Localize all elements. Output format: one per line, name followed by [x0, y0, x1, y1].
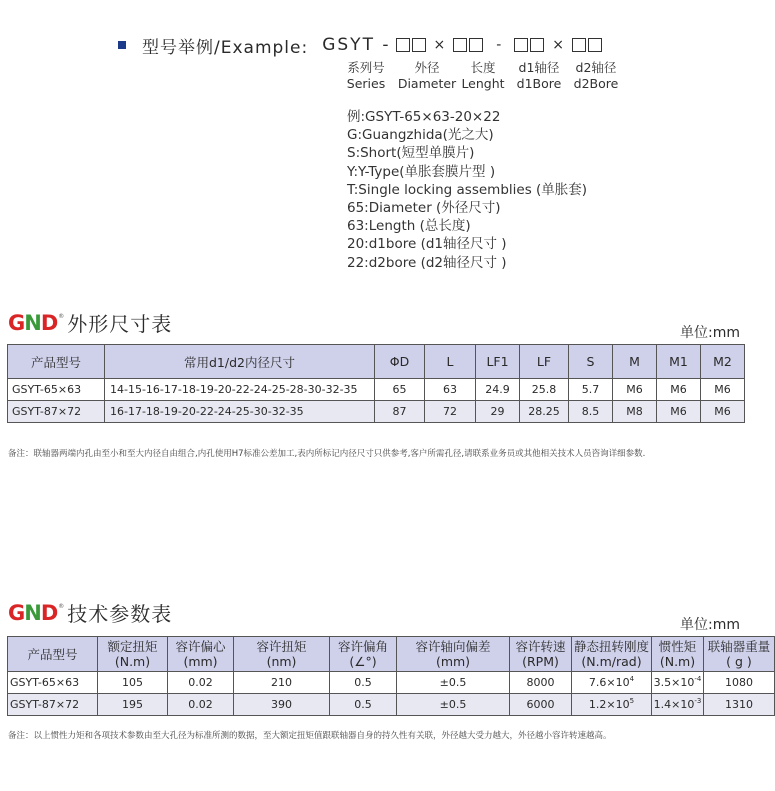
cell-rated-torque: 195 — [98, 694, 168, 716]
header-m2: M2 — [701, 345, 745, 379]
cell-s: 5.7 — [569, 379, 613, 401]
label-diameter: 外径 Diameter — [397, 60, 457, 91]
example-heading-row — [118, 33, 607, 57]
cell-phid: 87 — [375, 401, 425, 423]
cell-axial: ±0.5 — [397, 672, 510, 694]
example-line: 例:GSYT-65×63-20×22 — [347, 109, 501, 125]
example-line: 65:Diameter (外径尺寸) — [347, 200, 501, 217]
header-m: M — [613, 345, 657, 379]
dimensions-section-title — [8, 308, 172, 337]
dimensions-unit: 单位:mm — [680, 325, 740, 341]
example-explanation — [347, 108, 587, 272]
cell-m: M8 — [613, 401, 657, 423]
cell-angle: 0.5 — [330, 694, 397, 716]
cell-lf1: 29 — [476, 401, 520, 423]
cell-inertia: $3.5\times 10^{-4}$ — [652, 672, 704, 694]
cell-m1: M6 — [657, 401, 701, 423]
example-line: 20:d1bore (d1轴径尺寸 ) — [347, 236, 507, 253]
cell-eccentricity: 0.02 — [168, 694, 234, 716]
header-stiffness: 静态扭转刚度 (N.m/rad) — [572, 637, 652, 672]
bullet-icon — [118, 41, 126, 49]
cell-model: GSYT-87×72 — [8, 401, 105, 423]
times-sign-2: × — [552, 37, 565, 53]
cell-stiffness: $7.6\times 10^4$ — [572, 672, 652, 694]
table-header-row — [8, 345, 745, 379]
table-row — [8, 672, 775, 694]
technical-section-title — [8, 598, 172, 627]
header-l: L — [425, 345, 476, 379]
label-length: 长度 Lenght — [461, 60, 505, 91]
cell-angle: 0.5 — [330, 672, 397, 694]
cell-rated-torque: 105 — [98, 672, 168, 694]
cell-eccentricity: 0.02 — [168, 672, 234, 694]
cell-lf: 25.8 — [520, 379, 569, 401]
header-speed: 容许转速 (RPM) — [510, 637, 572, 672]
cell-model: GSYT-65×63 — [8, 379, 105, 401]
cell-bores: 14-15-16-17-18-19-20-22-24-25-28-30-32-35 — [105, 379, 375, 401]
technical-unit: 单位:mm — [680, 617, 740, 633]
example-line: S:Short(短型单膜片) — [347, 145, 475, 162]
header-phid: ΦD — [375, 345, 425, 379]
cell-allowed-torque: 390 — [234, 694, 330, 716]
label-d2bore: d2轴径 d2Bore — [573, 60, 619, 91]
example-line: T:Single locking assemblies (单胀套) — [347, 181, 588, 198]
cell-m: M6 — [613, 379, 657, 401]
cell-speed: 8000 — [510, 672, 572, 694]
table-header-row — [8, 637, 775, 672]
header-model: 产品型号 — [8, 637, 98, 672]
example-heading: 型号举例/Example: — [142, 37, 309, 58]
cell-phid: 65 — [375, 379, 425, 401]
example-line: 63:Length (总长度) — [347, 218, 471, 235]
table-row — [8, 379, 745, 401]
gnd-logo: G N D ® — [8, 310, 64, 335]
header-lf1: LF1 — [476, 345, 520, 379]
header-bore-sizes: 常用d1/d2内径尺寸 — [105, 345, 375, 379]
technical-note: 备注：以上惯性力矩和各项技术参数由至大孔径为标准所测的数据，至大额定扭矩值跟联轴器自身的持久性有关联，外径越大受力越大，外径越小容许转速越高。 — [8, 731, 612, 741]
header-m1: M1 — [657, 345, 701, 379]
example-line: Y:Y-Type(单胀套膜片型 ) — [347, 163, 496, 180]
gnd-logo: G N D ® — [8, 600, 64, 625]
header-weight: 联轴器重量 ( g ) — [704, 637, 775, 672]
cell-s: 8.5 — [569, 401, 613, 423]
header-axial: 容许轴向偏差 (mm) — [397, 637, 510, 672]
label-series: 系列号 Series — [346, 60, 386, 91]
cell-l: 63 — [425, 379, 476, 401]
technical-title: 技术参数表 — [67, 602, 173, 626]
cell-bores: 16-17-18-19-20-22-24-25-30-32-35 — [105, 401, 375, 423]
dimensions-title: 外形尺寸表 — [67, 312, 173, 336]
dimensions-table — [7, 344, 745, 423]
table-row — [8, 694, 775, 716]
cell-stiffness: $1.2\times 10^5$ — [572, 694, 652, 716]
cell-weight: 1310 — [704, 694, 775, 716]
d1-placeholder — [513, 38, 545, 52]
header-allowed-torque: 容许扭矩 (nm) — [234, 637, 330, 672]
cell-inertia: $1.4\times 10^{-3}$ — [652, 694, 704, 716]
cell-model: GSYT-65×63 — [8, 672, 98, 694]
d2-placeholder — [571, 38, 603, 52]
header-rated-torque: 额定扭矩 (N.m) — [98, 637, 168, 672]
cell-speed: 6000 — [510, 694, 572, 716]
header-model: 产品型号 — [8, 345, 105, 379]
diameter-placeholder — [395, 38, 427, 52]
example-line: 22:d2bore (d2轴径尺寸 ) — [347, 254, 507, 271]
cell-allowed-torque: 210 — [234, 672, 330, 694]
times-sign: × — [433, 37, 446, 53]
technical-table — [7, 636, 775, 716]
cell-m2: M6 — [701, 379, 745, 401]
label-d1bore: d1轴径 d1Bore — [516, 60, 562, 91]
cell-lf: 28.25 — [520, 401, 569, 423]
cell-axial: ±0.5 — [397, 694, 510, 716]
header-lf: LF — [520, 345, 569, 379]
example-line: G:Guangzhida(光之大) — [347, 127, 494, 144]
table-row — [8, 401, 745, 423]
cell-l: 72 — [425, 401, 476, 423]
dash-sign: - — [496, 37, 502, 53]
example-code-prefix: GSYT - — [322, 35, 391, 55]
cell-m2: M6 — [701, 401, 745, 423]
cell-lf1: 24.9 — [476, 379, 520, 401]
cell-model: GSYT-87×72 — [8, 694, 98, 716]
header-angle: 容许偏角 (∠°) — [330, 637, 397, 672]
length-placeholder — [452, 38, 484, 52]
cell-weight: 1080 — [704, 672, 775, 694]
dimensions-note: 备注：联轴器两端内孔由至小和至大内径自由组合,内孔使用H7标准公差加工,表内所标记内径尺寸只供参考,客户所需孔径,请联系业务员或其他相关技术人员咨询详细参数. — [8, 449, 646, 459]
header-inertia: 惯性矩 (N.m) — [652, 637, 704, 672]
header-eccentricity: 容许偏心 (mm) — [168, 637, 234, 672]
header-s: S — [569, 345, 613, 379]
cell-m1: M6 — [657, 379, 701, 401]
